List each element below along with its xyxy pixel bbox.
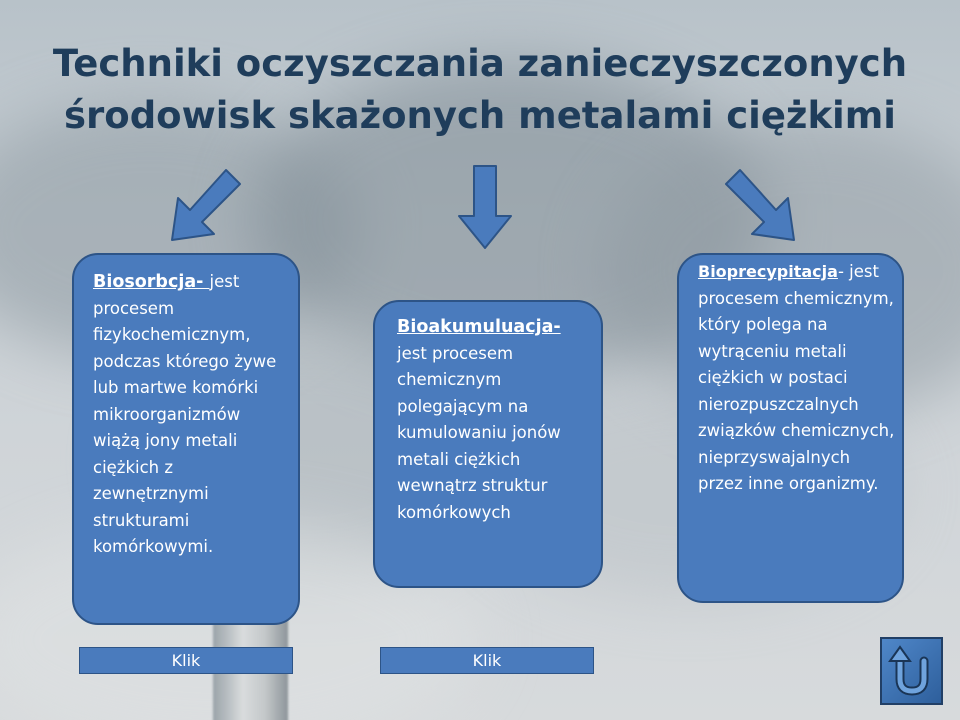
arrow-down-left-icon bbox=[166, 166, 246, 244]
box-term: Bioprecypitacja bbox=[698, 262, 838, 281]
page-title bbox=[40, 38, 920, 142]
box-text: - jest procesem chemicznym, który polega na wytrąceniu metali ciężkich w postaci nierozpuszczalnych związków chemicznych, nieprzyswajalnych przez inne organizmy. bbox=[698, 262, 895, 493]
klik-button-1[interactable]: Klik bbox=[79, 647, 293, 674]
box-text: jest procesem chemicznym polegającym na kumulowaniu jonów metali ciężkich wewnątrz struktur komórkowych bbox=[397, 343, 561, 522]
arrow-down-icon bbox=[457, 164, 513, 250]
return-u-turn-icon bbox=[882, 639, 941, 703]
bioakumulacja-box bbox=[373, 300, 603, 588]
title-line-2: środowisk skażonych metalami ciężkimi bbox=[64, 94, 896, 137]
box-term: Biosorbcja- bbox=[93, 272, 210, 292]
biosorbcja-box bbox=[72, 253, 300, 625]
arrow-down-right-icon bbox=[720, 166, 800, 244]
bioprecypitacja-box bbox=[677, 253, 904, 603]
box-term: Bioakumuluacja- bbox=[397, 317, 561, 337]
return-button[interactable] bbox=[880, 637, 943, 705]
klik-button-2[interactable]: Klik bbox=[380, 647, 594, 674]
title-line-1: Techniki oczyszczania zanieczyszczonych bbox=[52, 42, 908, 85]
box-text: jest procesem fizykochemicznym, podczas którego żywe lub martwe komórki mikroorganizmów wiążą jony metali ciężkich z zewnętrznymi strukturami komórkowymi. bbox=[93, 272, 277, 556]
